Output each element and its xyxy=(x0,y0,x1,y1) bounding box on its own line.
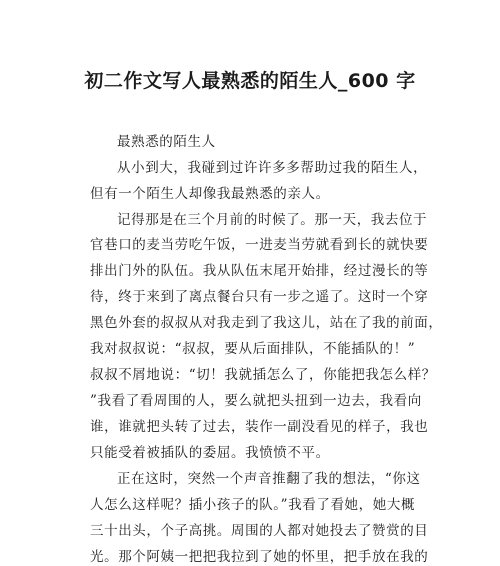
paragraph-line: 从小到大，我碰到过许许多多帮助过我的陌生人， xyxy=(117,160,428,176)
paragraph-line: 光。那个阿姨一把把我拉到了她的怀里，把手放在我的 xyxy=(90,549,429,565)
paragraph-line: 正在这时，突然一个声音推翻了我的想法，“你这 xyxy=(117,471,421,487)
paragraph-line: 谁，谁就把头转了过去，装作一副没看见的样子，我也 xyxy=(90,419,429,435)
paragraph-line: 叔叔不屑地说：“切！我就插怎么了，你能把我怎么样？ xyxy=(90,367,436,383)
paragraph-line: 记得那是在三个月前的时候了。那一天，我去位于 xyxy=(117,212,428,228)
paragraph-line: 我对叔叔说：“叔叔，要从后面排队，不能插队的！” xyxy=(90,341,416,357)
paragraph-line: 官巷口的麦当劳吃午饭，一进麦当劳就看到长的就快要 xyxy=(90,237,429,253)
subtitle-line: 最熟悉的陌生人 xyxy=(117,134,216,150)
paragraph-line: 三十出头，个子高挑。周围的人都对她投去了赞赏的目 xyxy=(90,523,429,539)
paragraph-line: 待，终于来到了离点餐台只有一步之遥了。这时一个穿 xyxy=(90,289,429,305)
paragraph-line: ”我看了看周围的人，要么就把头扭到一边去，我看向 xyxy=(90,393,422,409)
paragraph-line: 排出门外的队伍。我从队伍末尾开始排，经过漫长的等 xyxy=(90,263,429,279)
paragraph-line: 人怎么这样呢？插小孩子的队。”我看了看她，她大概 xyxy=(90,497,416,513)
paragraph-line: 只能受着被插队的委屈。我愤愤不平。 xyxy=(90,445,330,461)
document-title: 初二作文写人最熟悉的陌生人_600 字 xyxy=(84,70,416,92)
paragraph-line: 黑色外套的叔叔从对我走到了我这儿，站在了我的前面， xyxy=(90,315,443,331)
paragraph-line: 但有一个陌生人却像我最熟悉的亲人。 xyxy=(90,186,330,202)
